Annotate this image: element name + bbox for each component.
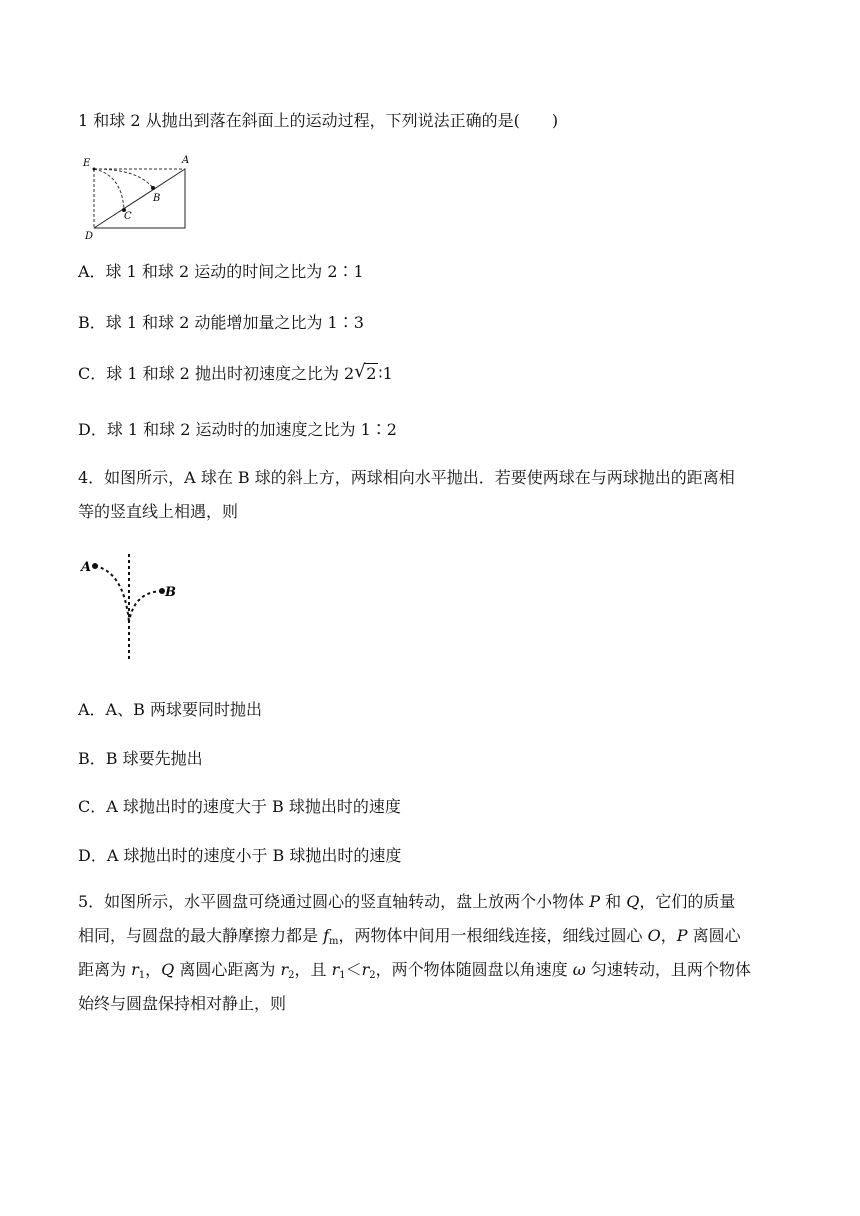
q3-option-b: B．球 1 和球 2 动能增加量之比为 1∶3 [78,313,364,332]
label-B: B [165,585,176,600]
q4-option-d: D．A 球抛出时的速度小于 B 球抛出时的速度 [78,846,402,865]
q4-option-c: C．A 球抛出时的速度大于 B 球抛出时的速度 [78,797,401,816]
q4-option-a: A．A、B 两球要同时抛出 [78,700,262,719]
var-P: P [589,892,601,911]
label-A: A [182,155,190,166]
q5-text: ，它们的质量 [639,892,736,911]
q4-figure-projectiles [78,552,188,664]
sub-2: 2 [288,970,295,981]
q5-text: 和 [600,892,627,911]
q3-option-c-prefix: C．球 1 和球 2 抛出时初速度之比为 2 [78,364,355,383]
sqrt-radicand: 2 [366,364,377,383]
label-A: A [81,560,92,575]
ball-A [92,563,98,569]
label-E: E [83,158,91,169]
var-r2: r [280,960,289,979]
var-Q2: Q [161,960,175,979]
q3-option-c [78,361,393,384]
q5-text: ，两物体中间用一根细线连接，细线过圆心 [338,926,648,945]
sub-1: 1 [138,970,146,981]
q5-line1 [78,892,735,912]
point-E [93,168,96,171]
q4-option-b: B．B 球要先抛出 [78,749,203,768]
q3-option-c-suffix: ∶1 [378,364,393,383]
sub-1b: 1 [339,970,346,981]
sub-m: m [329,936,339,947]
q5-text: 离圆心 [687,926,741,945]
trajectory-A [95,566,129,622]
less-than: ＜ [345,960,362,979]
var-O: O [647,926,661,945]
q5-line3 [78,960,751,986]
sub-2b: 2 [369,970,376,981]
q5-text: 相同，与圆盘的最大静摩擦力都是 [78,926,324,945]
var-P2: P [676,926,688,945]
q3-stem-tail: 1 和球 2 从抛出到落在斜面上的运动过程，下列说法正确的是( ) [78,111,559,130]
label-C: C [124,211,132,222]
trajectory-ball2 [94,169,124,210]
var-r1b: r [331,960,340,979]
var-omega: ω [572,960,586,979]
q4-stem-line2: 等的竖直线上相遇，则 [78,502,239,521]
q5-text: 离圆心距离为 [174,960,281,979]
q5-text: ，且 [294,960,332,979]
q5-text: 距离为 [78,960,132,979]
q5-text: ， [145,960,162,979]
q5-text: ，两个物体随圆盘以角速度 [375,960,573,979]
var-Q: Q [626,892,640,911]
q5-text: 匀速转动，且两个物体 [585,960,751,979]
q5-text: ， [660,926,677,945]
point-B [151,186,155,190]
sqrt-symbol: √ 2 [354,361,377,383]
label-B: B [153,193,161,204]
q5-line4: 始终与圆盘保持相对静止，则 [78,994,287,1013]
q3-option-d: D．球 1 和球 2 运动时的加速度之比为 1∶2 [78,420,397,439]
var-r2b: r [361,960,370,979]
q5-line2 [78,926,741,952]
trajectory-B [129,591,162,622]
var-r1: r [131,960,139,979]
var-f: f [323,926,330,945]
q3-option-a: A．球 1 和球 2 运动的时间之比为 2∶1 [78,262,364,281]
trajectory-ball1 [94,169,153,188]
q5-text: 5．如图所示，水平圆盘可绕通过圆心的竖直轴转动，盘上放两个小物体 [78,892,590,911]
q3-figure-incline [78,150,198,242]
label-D: D [85,231,94,242]
q4-stem-line1: 4．如图所示，A 球在 B 球的斜上方，两球相向水平抛出．若要使两球在与两球抛出的距离相 [78,468,735,487]
